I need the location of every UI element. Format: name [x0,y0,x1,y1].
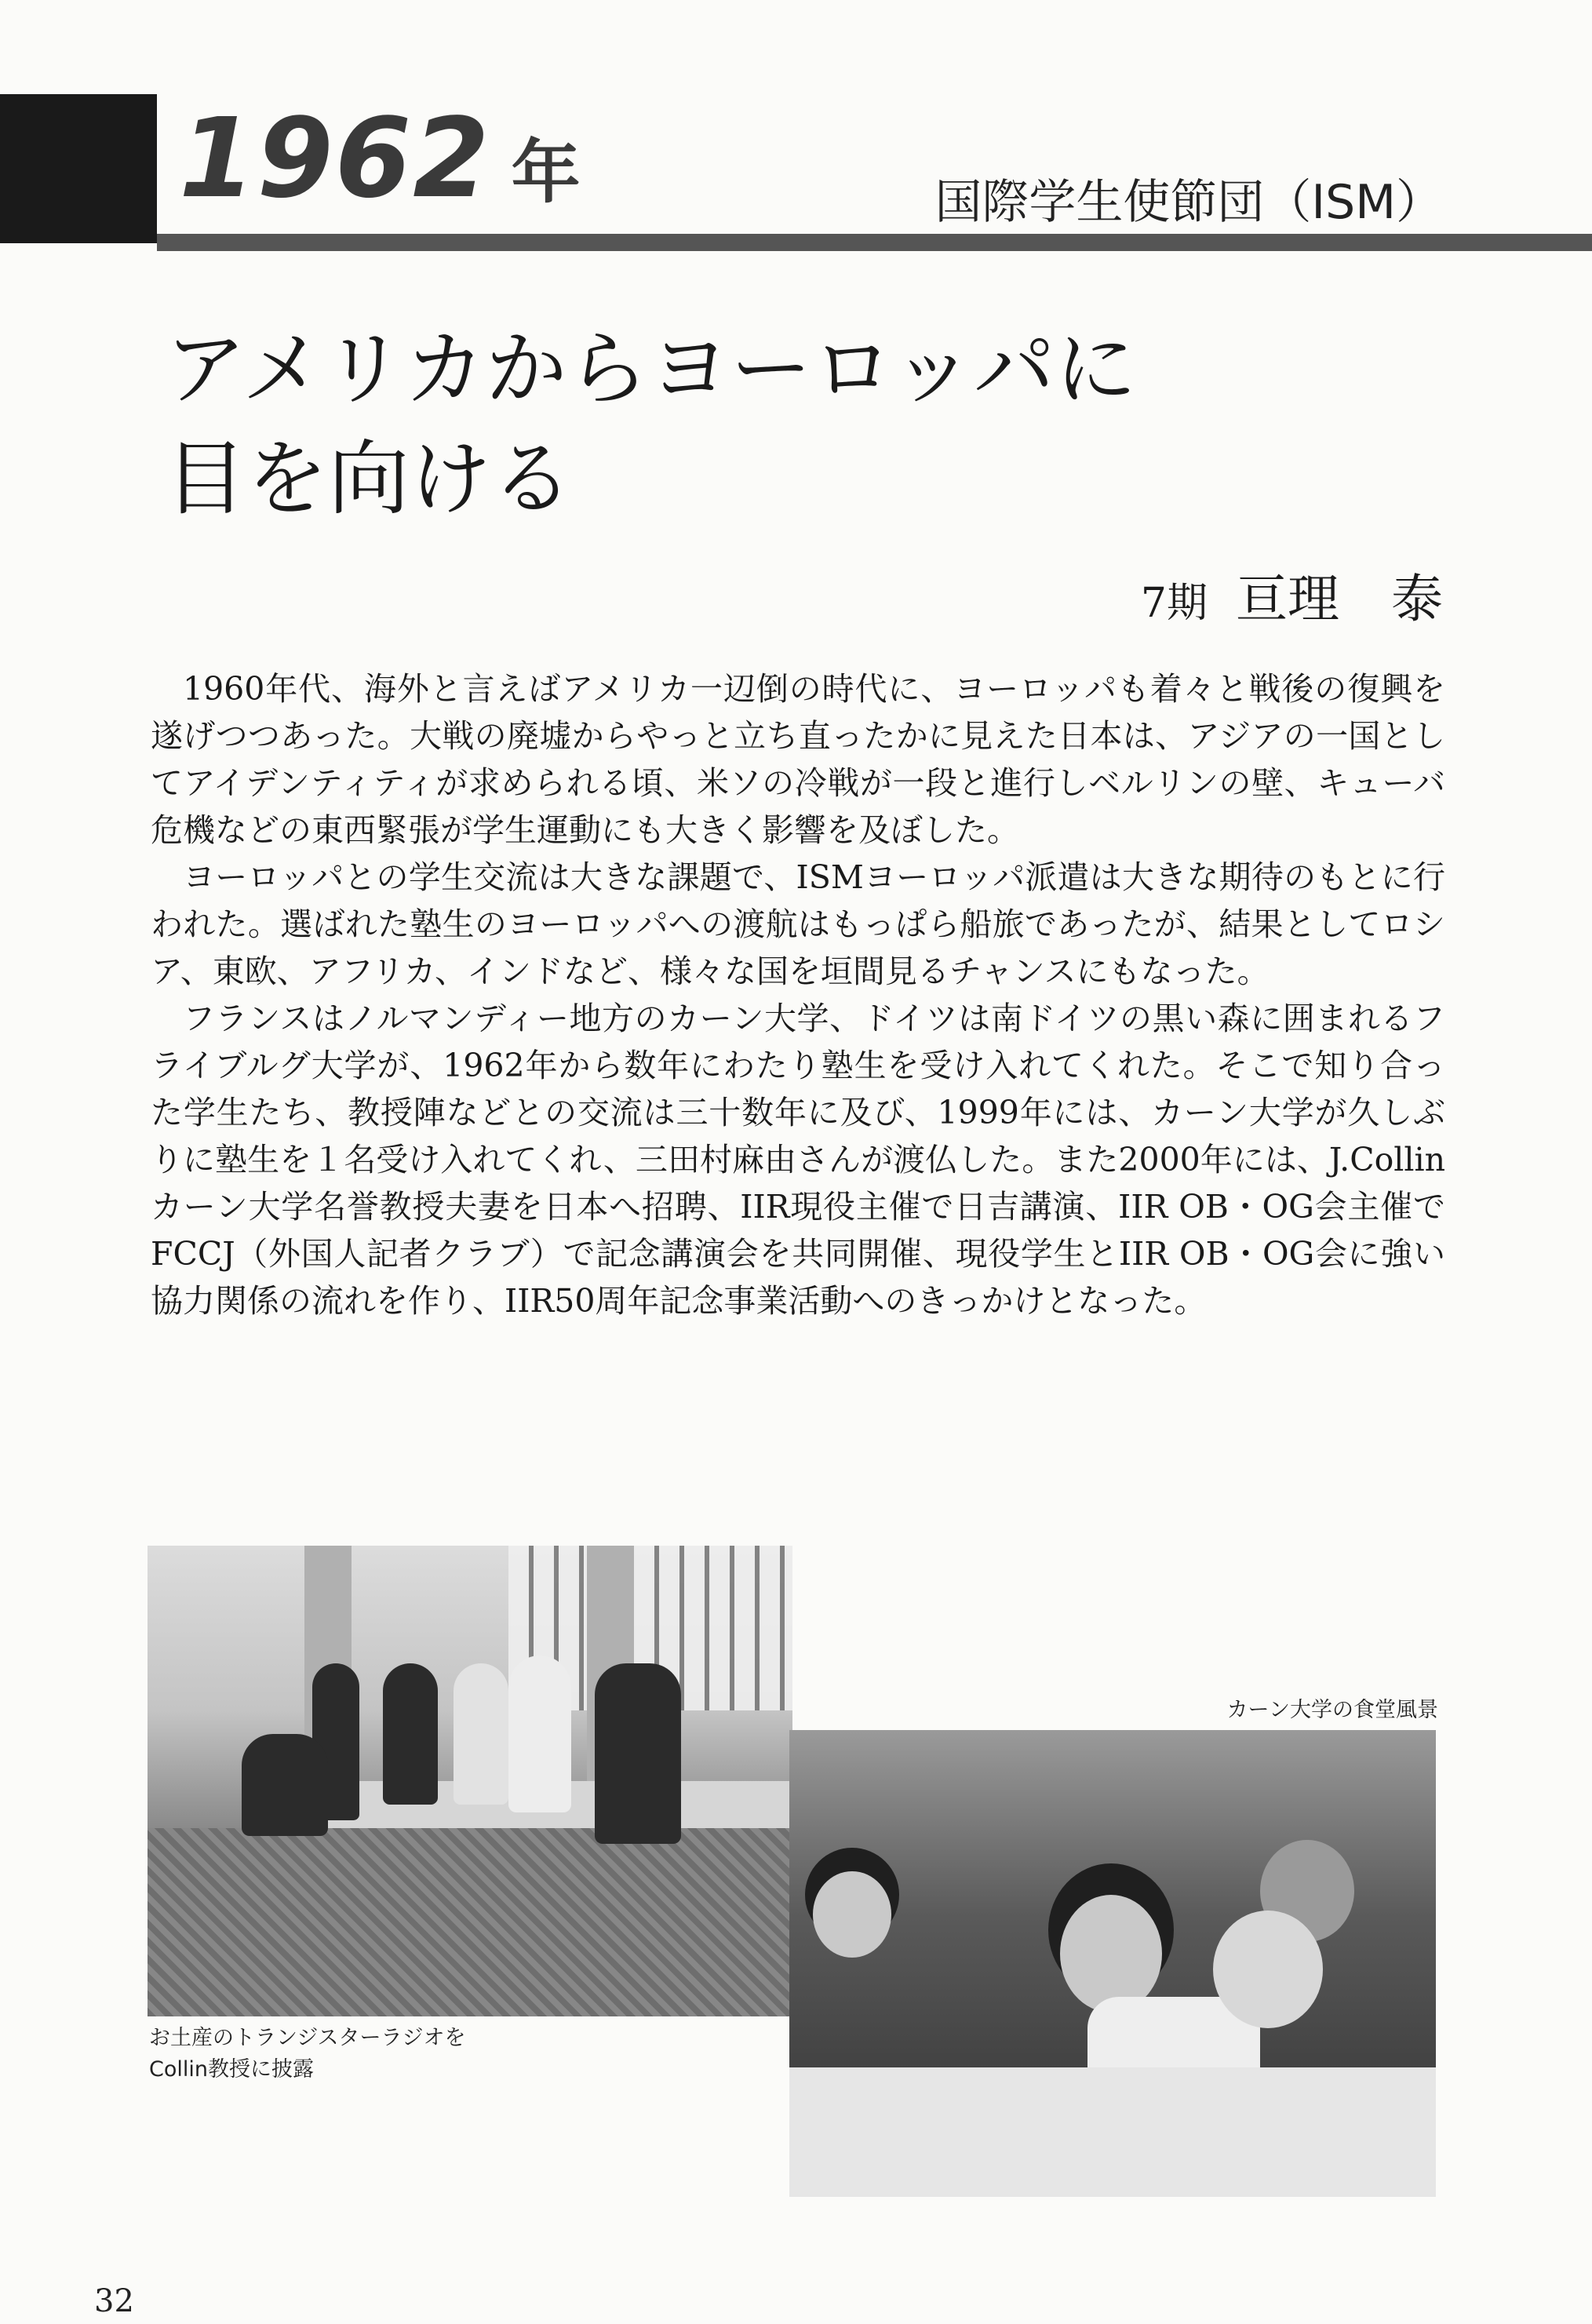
photo-right-caption: カーン大学の食堂風景 [1226,1698,1438,1722]
photo-face [1213,1911,1323,2028]
header-black-block [0,94,157,243]
title-line-1: アメリカからヨーロッパに [165,321,1137,417]
body-paragraph-1: 1960年代、海外と言えばアメリカ一辺倒の時代に、ヨーロッパも着々と戦後の復興を遂げつつあった。大戦の廃墟からやっと立ち直ったかに見えた日本は、アジアの一国としてアイデンティティが求められる頃、米ソの冷戦が一段と進行しベルリンの壁、キューバ危機などの東西緊張が学生運動にも大きく影響を及ぼした。 [151,670,1445,849]
body-paragraph-2: ヨーロッパとの学生交流は大きな課題で、ISMヨーロッパ派遣は大きな期待のもとに行われた。選ばれた塾生のヨーロッパへの渡航はもっぱら船旅であったが、結果としてロシア、東欧、アフリカ、インドなど、様々な国を垣間見るチャンスにもなった。 [151,858,1445,990]
article-title [165,314,1137,534]
author-term: 7期 [1140,580,1208,627]
photo-table [789,2067,1436,2197]
photo-person [508,1656,571,1812]
title-line-2: 目を向ける [165,431,574,526]
body-paragraph-3: フランスはノルマンディー地方のカーン大学、ドイツは南ドイツの黒い森に囲まれるフライブルグ大学が、1962年から数年にわたり塾生を受け入れてくれた。そこで知り合った学生たち、教授陣などとの交流は三十数年に及び、1999年には、カーン大学が久しぶりに塾生を１名受け入れてくれ、三田村麻由さんが渡仏した。また2000年には、J.Collinカーン大学名誉教授夫妻を日本へ招聘、IIR現役主催で日吉講演、IIR OB・OG会主催でFCCJ（外国人記者クラブ）で記念講演会を共同開催、現役学生とIIR OB・OG会に強い協力関係の流れを作り、IIR50周年記念事業活動へのきっかけとなった。 [151,1000,1445,1320]
page-number: 32 [94,2283,134,2319]
photo-students-with-professor [148,1546,792,2016]
article-body [151,665,1445,1324]
year-number: 1962 [179,95,491,223]
organization-label: 国際学生使節団（ISM） [934,175,1443,230]
photo-left-caption-line-2: Collin教授に披露 [149,2057,314,2082]
photo-face [813,1871,891,1958]
author-name: 亘理 泰 [1236,569,1443,629]
author-byline [1141,557,1443,632]
photo-person [383,1663,438,1805]
year-suffix: 年 [511,132,582,213]
photo-person [454,1663,508,1805]
photo-person [242,1734,328,1836]
photo-face [1060,1895,1162,2013]
photo-cafeteria [789,1730,1436,2197]
photo-person [595,1663,681,1844]
photo-pavement [148,1828,792,2016]
photo-left-caption-line-1: お土産のトランジスターラジオを [149,2026,466,2050]
header-rule [157,234,1592,251]
photo-left-caption [149,2023,466,2085]
year-heading [179,93,582,239]
